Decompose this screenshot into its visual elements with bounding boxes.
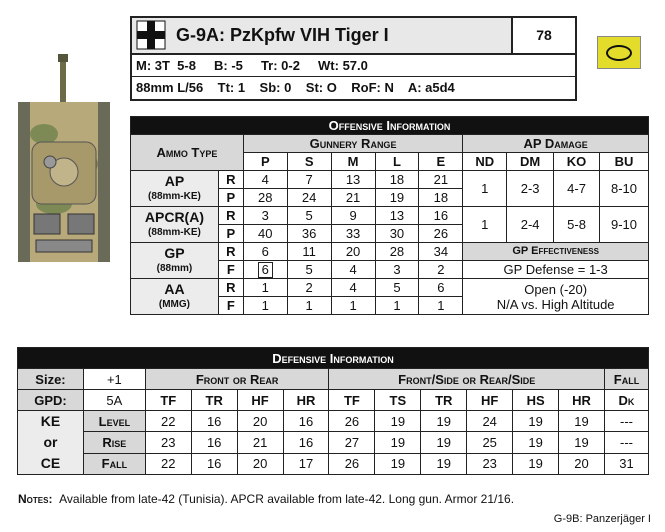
range-col: E <box>419 153 463 171</box>
tank-silhouette-image <box>14 54 114 268</box>
armor-col: HF <box>237 390 283 411</box>
armor-col: TF <box>145 390 191 411</box>
range-value: 4 <box>331 279 375 297</box>
ammo-ap: AP (88mm-KE) <box>131 171 219 207</box>
armor-value: 22 <box>145 411 191 432</box>
armor-value: 23 <box>467 453 513 474</box>
armor-value: 16 <box>191 432 237 453</box>
pen-value: 1 <box>375 297 419 315</box>
notes <box>18 492 514 506</box>
armor-value: 25 <box>467 432 513 453</box>
pen-value: 1 <box>419 297 463 315</box>
range-value: 9 <box>331 207 375 225</box>
aspect-rise: Rise <box>83 432 145 453</box>
armor-col: HS <box>513 390 559 411</box>
ammo-gp: GP (88mm) <box>131 243 219 279</box>
offensive-table <box>130 116 649 315</box>
ammo-apcr: APCR(A) (88mm-KE) <box>131 207 219 243</box>
pen-value: 18 <box>419 189 463 207</box>
gpd-value: 5A <box>83 390 145 411</box>
range-value: 7 <box>287 171 331 189</box>
aa-notes: Open (-20) N/A vs. High Altitude <box>463 279 649 315</box>
front-side-header: Front/Side or Rear/Side <box>329 369 605 390</box>
notes-label: Notes: <box>18 492 53 506</box>
range-value: 34 <box>419 243 463 261</box>
gpd-label: GPD: <box>18 390 84 411</box>
gp-defense: GP Defense = 1-3 <box>463 261 649 279</box>
armor-col: HF <box>467 390 513 411</box>
pen-value: 19 <box>375 189 419 207</box>
range-value: 20 <box>331 243 375 261</box>
armor-col: HR <box>283 390 329 411</box>
armor-value: 16 <box>191 411 237 432</box>
notes-text: Available from late-42 (Tunisia). APCR available from late-42. Long gun. Armor 21/16. <box>59 492 515 506</box>
row-code: R <box>218 279 243 297</box>
armor-col-dk: Dk <box>604 390 648 411</box>
armor-value: 19 <box>513 411 559 432</box>
yellow-oval-icon <box>597 36 641 69</box>
gp-effectiveness-header: GP Effectiveness <box>463 243 649 261</box>
pen-value: 6 <box>243 261 287 279</box>
range-value: 1 <box>243 279 287 297</box>
armor-value: 21 <box>237 432 283 453</box>
size-value: +1 <box>83 369 145 390</box>
armor-value: 20 <box>559 453 605 474</box>
damage-value: 1 <box>463 207 507 243</box>
armor-value: 19 <box>513 432 559 453</box>
front-rear-header: Front or Rear <box>145 369 329 390</box>
deck-value: 31 <box>604 453 648 474</box>
fall-header: Fall <box>604 369 648 390</box>
damage-col: BU <box>600 153 649 171</box>
pen-value: 30 <box>375 225 419 243</box>
armor-value: 26 <box>329 411 375 432</box>
range-value: 5 <box>375 279 419 297</box>
armor-value: 20 <box>237 411 283 432</box>
armor-value: 19 <box>559 432 605 453</box>
ammo-type-header: Ammo Type <box>131 135 244 171</box>
armor-col: TR <box>421 390 467 411</box>
pen-value: 5 <box>287 261 331 279</box>
row-code: P <box>218 225 243 243</box>
damage-value: 1 <box>463 171 507 207</box>
damage-value: 8-10 <box>600 171 649 207</box>
armor-value: 19 <box>421 432 467 453</box>
vehicle-title: G-9A: PzKpfw VIH Tiger I <box>176 25 389 45</box>
range-col: S <box>287 153 331 171</box>
damage-value: 4-7 <box>554 171 600 207</box>
range-col: P <box>243 153 287 171</box>
defensive-table <box>17 347 649 475</box>
damage-value: 5-8 <box>554 207 600 243</box>
pen-value: 21 <box>331 189 375 207</box>
row-code: F <box>218 297 243 315</box>
row-code: F <box>218 261 243 279</box>
armor-value: 16 <box>283 411 329 432</box>
armor-col: TR <box>191 390 237 411</box>
size-label: Size: <box>18 369 84 390</box>
armor-value: 19 <box>375 411 421 432</box>
armor-value: 19 <box>421 411 467 432</box>
pen-value: 36 <box>287 225 331 243</box>
armor-col: HR <box>559 390 605 411</box>
armor-value: 17 <box>283 453 329 474</box>
ammo-aa: AA (MMG) <box>131 279 219 315</box>
armor-col: TS <box>375 390 421 411</box>
row-code: R <box>218 207 243 225</box>
armor-value: 26 <box>329 453 375 474</box>
armor-value: 27 <box>329 432 375 453</box>
armor-value: 19 <box>375 453 421 474</box>
defensive-title: Defensive Information <box>18 348 649 369</box>
range-value: 13 <box>331 171 375 189</box>
range-value: 16 <box>419 207 463 225</box>
offensive-title: Offensive Information <box>131 117 649 135</box>
vehicle-header <box>130 16 577 101</box>
damage-col: DM <box>507 153 554 171</box>
range-col: L <box>375 153 419 171</box>
range-value: 2 <box>287 279 331 297</box>
pen-value: 40 <box>243 225 287 243</box>
balkenkreuz-icon <box>132 18 170 51</box>
armor-value: 22 <box>145 453 191 474</box>
range-value: 28 <box>375 243 419 261</box>
range-value: 11 <box>287 243 331 261</box>
range-value: 4 <box>243 171 287 189</box>
pen-value: 4 <box>331 261 375 279</box>
ke-ce-label: KE or CE <box>18 411 84 475</box>
deck-value: --- <box>604 411 648 432</box>
armament-line: 88mm L/56 Tt: 1 Sb: 0 St: O RoF: N A: a5d4 <box>136 80 455 95</box>
armor-value: 19 <box>559 411 605 432</box>
pen-value: 24 <box>287 189 331 207</box>
aspect-level: Level <box>83 411 145 432</box>
pen-value: 33 <box>331 225 375 243</box>
ap-damage-header: AP Damage <box>463 135 649 153</box>
armor-value: 24 <box>467 411 513 432</box>
next-card-link: G-9B: Panzerjäger I <box>553 513 651 525</box>
row-code: R <box>218 171 243 189</box>
pen-value: 26 <box>419 225 463 243</box>
damage-col: KO <box>554 153 600 171</box>
armor-value: 19 <box>513 453 559 474</box>
aspect-fall: Fall <box>83 453 145 474</box>
range-value: 6 <box>243 243 287 261</box>
range-col: M <box>331 153 375 171</box>
armor-value: 19 <box>421 453 467 474</box>
pen-value: 1 <box>243 297 287 315</box>
range-value: 3 <box>243 207 287 225</box>
gunnery-range-header: Gunnery Range <box>243 135 462 153</box>
armor-value: 23 <box>145 432 191 453</box>
row-code: R <box>218 243 243 261</box>
pen-value: 28 <box>243 189 287 207</box>
damage-value: 2-4 <box>507 207 554 243</box>
range-value: 21 <box>419 171 463 189</box>
range-value: 5 <box>287 207 331 225</box>
movement-line: M: 3T 5-8 B: -5 Tr: 0-2 Wt: 57.0 <box>132 55 575 77</box>
range-value: 18 <box>375 171 419 189</box>
armor-value: 16 <box>191 453 237 474</box>
armor-col: TF <box>329 390 375 411</box>
pen-value: 3 <box>375 261 419 279</box>
pen-value: 2 <box>419 261 463 279</box>
armor-value: 20 <box>237 453 283 474</box>
damage-value: 9-10 <box>600 207 649 243</box>
damage-value: 2-3 <box>507 171 554 207</box>
pen-value: 1 <box>287 297 331 315</box>
row-code: P <box>218 189 243 207</box>
damage-col: ND <box>463 153 507 171</box>
vehicle-number: 78 <box>511 18 575 53</box>
armor-value: 16 <box>283 432 329 453</box>
deck-value: --- <box>604 432 648 453</box>
armor-value: 19 <box>375 432 421 453</box>
range-value: 6 <box>419 279 463 297</box>
pen-value: 1 <box>331 297 375 315</box>
range-value: 13 <box>375 207 419 225</box>
